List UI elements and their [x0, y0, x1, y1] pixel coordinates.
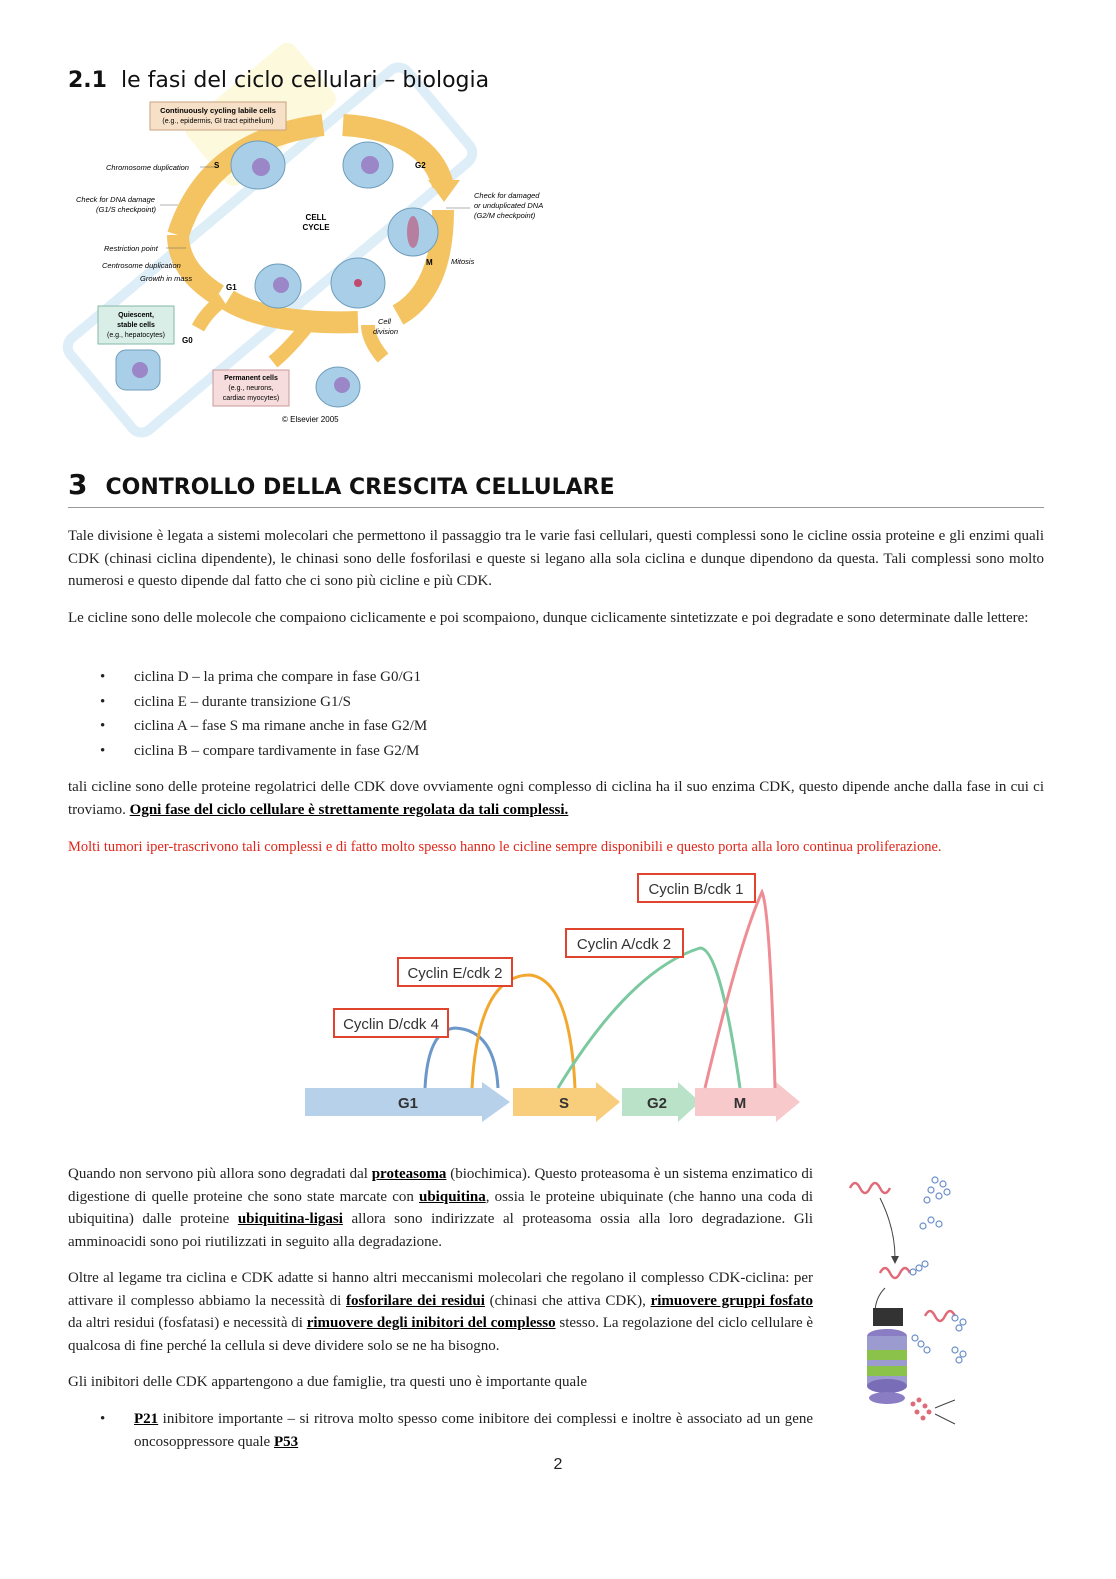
cyclin-list: [68, 665, 968, 763]
highlight-text: P21: [134, 1411, 159, 1427]
svg-text:Check for damaged: Check for damaged: [474, 191, 540, 200]
svg-text:division: division: [373, 327, 399, 336]
svg-text:Permanent cells: Permanent cells: [224, 375, 278, 382]
svg-text:Restriction point: Restriction point: [104, 244, 158, 253]
ubiquitin-icon: [920, 1177, 950, 1229]
svg-text:Centrosome duplication: Centrosome duplication: [102, 261, 181, 270]
proteasome-label-box: [873, 1308, 903, 1326]
svg-text:G1: G1: [226, 283, 237, 292]
list-item: • ciclina A – fase S ma rimane anche in fase G2/M: [68, 714, 968, 739]
list-item: • P21 inibitore importante – si ritrova molto spesso come inibitore dei complessi e inoltre è associato ad un gene oncosoppressore quale P53: [68, 1408, 813, 1453]
phase-label-g2: G2: [646, 1095, 668, 1112]
label-cyclin-e: Cyclin E/cdk 2: [407, 965, 503, 982]
svg-text:Cell: Cell: [378, 317, 391, 326]
svg-text:cardiac myocytes): cardiac myocytes): [222, 395, 280, 402]
phase-label-s: S: [558, 1095, 570, 1112]
highlight-text: rimuovere degli inibitori del complesso: [306, 1315, 556, 1331]
svg-text:stable cells: stable cells: [117, 322, 155, 329]
svg-text:or unduplicated DNA: or unduplicated DNA: [474, 201, 544, 210]
inhibitor-list: [68, 1408, 813, 1453]
peptides-icon: [911, 1398, 932, 1421]
paragraph-tumors: Molti tumori iper-trascrivono tali complessi e di fatto molto spesso hanno le cicline sempre disponibili e questo porta alla loro continua proliferazione.: [68, 839, 942, 855]
section-number: 3: [68, 468, 88, 501]
paragraph-regulation: tali cicline sono delle proteine regolatrici delle CDK dove ovviamente ogni complesso di ciclina ha il suo enzima CDK, questo dipende anche dalla fase in cui ci troviamo. Ogni fase del ciclo cellulare è strettamente regolata da tali complessi.: [68, 779, 1044, 818]
label-cyclin-d: Cyclin D/cdk 4: [343, 1016, 439, 1033]
phase-arrow-m: [695, 1082, 800, 1122]
svg-text:Mitosis: Mitosis: [451, 257, 475, 266]
highlight-text: ubiquitina-ligasi: [237, 1211, 343, 1227]
svg-text:S: S: [214, 161, 220, 170]
highlight-text: ubiquitina: [419, 1188, 486, 1205]
highlight-text: Ogni fase del ciclo cellulare è strettamente regolata da tali complessi.: [129, 801, 569, 818]
svg-text:(G2/M checkpoint): (G2/M checkpoint): [474, 211, 536, 220]
section-number: 2.1: [68, 68, 107, 93]
svg-text:Growth in mass: Growth in mass: [140, 274, 193, 283]
section-title: le fasi del ciclo cellulari – biologia: [120, 68, 490, 93]
phase-label-g1: G1: [397, 1095, 419, 1112]
paragraph-cdk-mechanisms: Oltre al legame tra ciclina e CDK adatte si hanno altri meccanismi molecolari che regolano il complesso CDK-ciclina: per attivare il complesso abbiamo la necessità di fosforilare dei residui (chinasi che attiva CDK), rimuovere gruppi fosfato da altri residui (fosfatasi) e necessità di rimuovere degli inibitori del complesso stesso. La regolazione del ciclo cellulare è qualcosa di fine perché la cellula si deve dividere solo se ne ha bisogno.: [68, 1270, 814, 1354]
page-number: 2: [553, 1456, 563, 1473]
cell-cycle-figure: [68, 100, 568, 430]
curve-cyclin-a: [558, 948, 740, 1088]
list-item: • ciclina D – la prima che compare in fase G0/G1: [68, 665, 968, 690]
svg-text:Quiescent,: Quiescent,: [118, 312, 154, 319]
section-2-1-heading: [68, 68, 489, 93]
paragraph-cyclins-cdk: Tale divisione è legata a sistemi molecolari che permettono il passaggio tra le varie fasi cellulari, questi complessi sono le cicline ossia proteine e gli enzimi quali CDK (chinasi ciclina dipendente), le chinasi sono delle fosforilasi e queste si legano alla sola ciclina e dunque dipendono da questa. Tali complessi sono molto numerosi e questo dipende dal fatto che ci sono più cicline e più CDK.: [68, 528, 1044, 589]
curve-cyclin-e: [472, 975, 575, 1088]
arrow-g1-phase: [228, 300, 358, 322]
proteasome-icon: [867, 1329, 907, 1404]
highlight-text: P53: [273, 1433, 299, 1450]
section-title: CONTROLLO DELLA CRESCITA CELLULARE: [105, 475, 615, 500]
highlight-text: proteasoma: [371, 1166, 447, 1182]
svg-text:(e.g., hepatocytes): (e.g., hepatocytes): [107, 332, 165, 339]
svg-text:© Elsevier 2005: © Elsevier 2005: [282, 415, 339, 424]
svg-text:G0: G0: [182, 336, 193, 345]
svg-text:CELL: CELL: [305, 213, 327, 222]
svg-text:Continuously cycling labile ce: Continuously cycling labile cells: [160, 106, 276, 115]
highlight-text: fosforilare dei residui: [346, 1292, 485, 1309]
cyclin-chart: [300, 870, 810, 1130]
svg-text:CYCLE: CYCLE: [302, 223, 330, 232]
paragraph-inhibitors: Gli inibitori delle CDK appartengono a due famiglie, tra questi uno è importante quale: [68, 1374, 588, 1390]
curve-cyclin-b: [705, 892, 775, 1088]
paragraph-proteasome: Quando non servono più allora sono degradati dal proteasoma (biochimica). Questo proteasoma è un sistema enzimatico di digestione di quelle proteine che sono state marcate con ubiquitina, ossia le proteine ubiquinate (che hanno una coda di ubiquitina) dalle proteine ubiquitina-ligasi allora sono indirizzate al proteasoma ossia alla loro degradazione. Gli amminoacidi sono poi riutilizzati in seguito alla degradazione.: [68, 1166, 814, 1250]
svg-text:(e.g., epidermis, GI tract epi: (e.g., epidermis, GI tract epithelium): [162, 118, 274, 125]
highlight-text: rimuovere gruppi fosfato: [650, 1292, 814, 1309]
label-cyclin-b: Cyclin B/cdk 1: [648, 881, 744, 898]
paragraph-cyclins-cycle: Le cicline sono delle molecole che compaiono ciclicamente e poi scompaiono, dunque ciclicamente sintetizzate e poi degradate e sono determinate dalle lettere:: [68, 610, 1029, 626]
svg-text:Chromosome duplication: Chromosome duplication: [106, 163, 189, 172]
list-item: • ciclina B – compare tardivamente in fase G2/M: [68, 739, 968, 764]
protein-icon: [850, 1183, 890, 1193]
proteasome-figure: [835, 1168, 980, 1438]
svg-text:(e.g., neurons,: (e.g., neurons,: [228, 385, 274, 392]
svg-text:M: M: [426, 258, 433, 267]
phase-label-m: M: [733, 1095, 747, 1112]
svg-text:Check for DNA damage: Check for DNA damage: [76, 195, 155, 204]
svg-text:G2: G2: [415, 161, 426, 170]
list-item: • ciclina E – durante transizione G1/S: [68, 690, 968, 715]
section-3-heading: [68, 468, 1044, 508]
svg-text:(G1/S checkpoint): (G1/S checkpoint): [96, 205, 157, 214]
label-cyclin-a: Cyclin A/cdk 2: [576, 936, 672, 953]
